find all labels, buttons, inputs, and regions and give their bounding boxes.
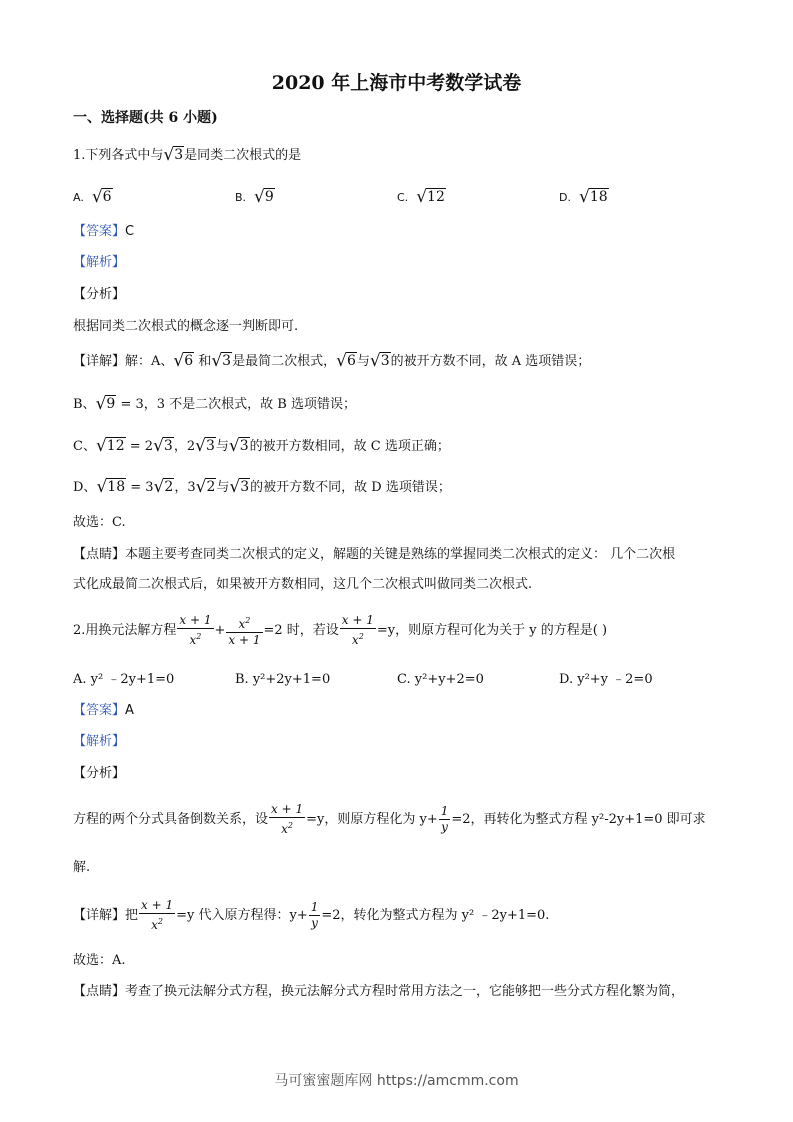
q1-xiangjie-line: 【详解】解：A、√6 和√3是最简二次根式，√6与√3的被开方数不同，故 A 选项错误；: [73, 351, 591, 371]
q2-option-a: A. y² ﹣2y+1=0: [73, 672, 175, 687]
sqrt: √3: [163, 145, 184, 165]
q2-fenxi-line: 方程的两个分式具备倒数关系，设 $\frac{x + 1}{x^2}$ =y，则原方程化为 y+ $\frac{1}{y}$ =2，再转化为整式方程 y²-2y+1=0 即可求: [73, 802, 706, 836]
q1-dianjing-2: 式化成最简二次根式后，如果被开方数相同，这几个二次根式叫做同类二次根式.: [73, 577, 533, 592]
q1-guxuan: 故选：C.: [73, 515, 126, 530]
q2-option-b: B. y²+2y+1=0: [235, 672, 331, 687]
fraction: $\frac{1}{y}$: [310, 900, 319, 930]
fraction: $\frac{x + 1}{x^2}$: [341, 613, 374, 647]
q1-option-a: A. √6: [73, 187, 112, 207]
q1-line-c: C、√12 = 2√3，2√3与√3的被开方数相同，故 C 选项正确；: [73, 436, 450, 456]
q2-option-c: C. y²+y+2=0: [397, 672, 484, 687]
q1-answer: 【答案】C: [73, 224, 135, 239]
q2-fenxi-tag: 【分析】: [73, 766, 126, 781]
q2-dianjing: 【点睛】考查了换元法解分式方程，换元法解分式方程时常用方法之一，它能够把一些分式方程化繁为简，: [73, 984, 685, 999]
fraction: $\frac{x + 1}{x^2}$: [271, 802, 304, 836]
q2-fenxi-end: 解.: [73, 860, 91, 875]
page-title: 2020 年上海市中考数学试卷: [271, 72, 522, 94]
q1-line-d: D、√18 = 3√2，3√2与√3的被开方数不同，故 D 选项错误；: [73, 477, 451, 497]
fraction: $\frac{1}{y}$: [440, 804, 449, 834]
q2-guxuan: 故选：A.: [73, 953, 126, 968]
fraction: $\frac{x + 1}{x^2}$: [179, 613, 212, 647]
q2-jiexi-tag: 【解析】: [73, 734, 126, 749]
fraction: $\frac{x + 1}{x^2}$: [141, 898, 174, 932]
q1-fenxi-text: 根据同类二次根式的概念逐一判断即可.: [73, 319, 299, 334]
q1-option-b: B. √9: [235, 187, 274, 207]
q2-answer: 【答案】A: [73, 703, 134, 718]
q1-jiexi-tag: 【解析】: [73, 255, 126, 270]
q2-xiangjie-line: 【详解】把 $\frac{x + 1}{x^2}$ =y 代入原方程得：y+ $\frac{1}{y}$ =2，转化为整式方程为 y² ﹣2y+1=0.: [73, 898, 550, 932]
question-2-stem: 2.用换元法解方程 $\frac{x + 1}{x^2}$ + $\frac{x^2}{x + 1}$ =2 时，若设 $\frac{x + 1}{x^2}$ =y，则原方程可化为关于 y 的方程是( ): [73, 613, 608, 647]
q1-option-c: C. √12: [397, 187, 445, 207]
q2-option-d: D. y²+y ﹣2=0: [559, 672, 653, 687]
footer-watermark: 马可蜜蜜题库网 https://amcmm.com: [274, 1073, 519, 1089]
q1-dianjing-1: 【点睛】本题主要考查同类二次根式的定义，解题的关键是熟练的掌握同类二次根式的定义： 几个二次根: [73, 547, 676, 562]
q1-fenxi-tag: 【分析】: [73, 287, 126, 302]
q1-option-d: D. √18: [559, 187, 608, 207]
question-1-stem: 1.下列各式中与√3是同类二次根式的是: [73, 145, 302, 165]
q1-line-b: B、√9 = 3，3 不是二次根式，故 B 选项错误；: [73, 394, 356, 414]
section-heading: 一、选择题(共 6 小题): [73, 110, 218, 126]
fraction: $\frac{x^2}{x + 1}$: [228, 616, 261, 647]
